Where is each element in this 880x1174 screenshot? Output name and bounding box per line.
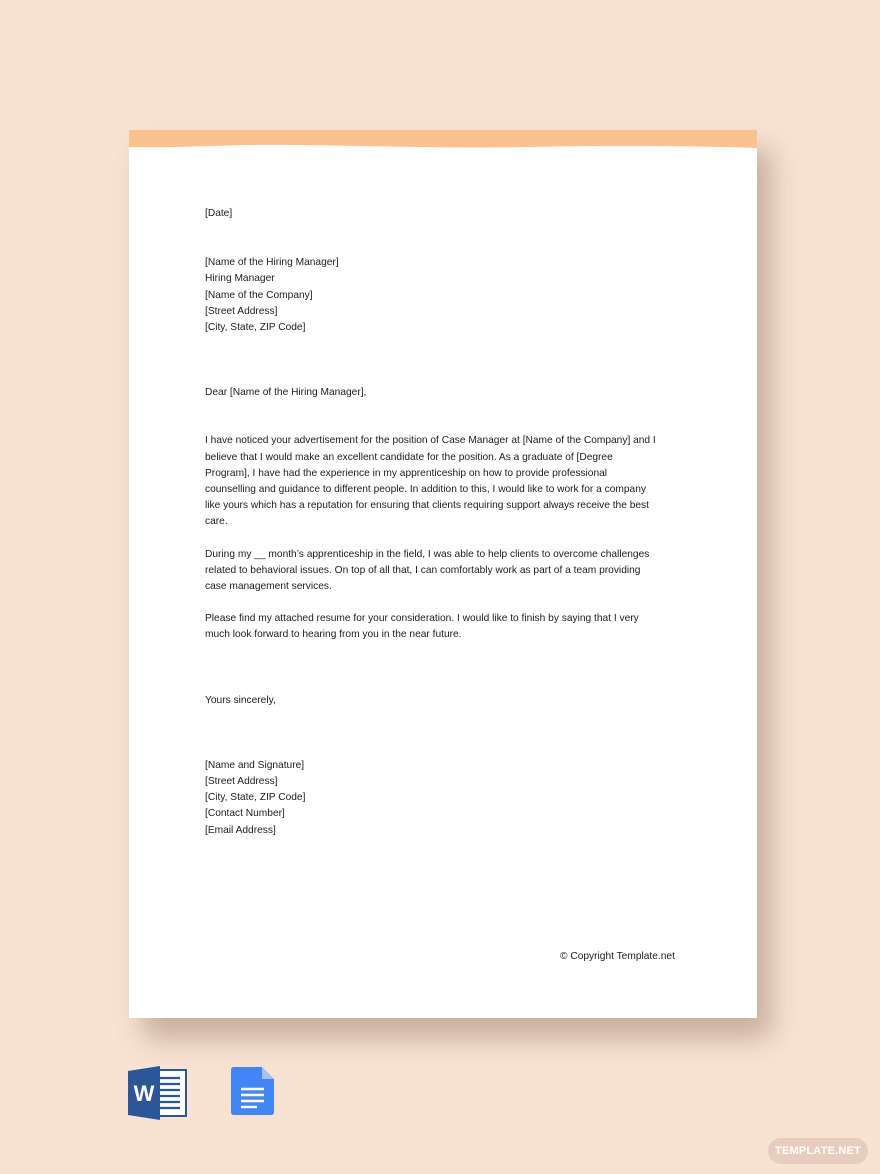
letter-body bbox=[205, 206, 695, 839]
sender-block bbox=[205, 758, 695, 839]
google-docs-icon[interactable] bbox=[231, 1067, 275, 1115]
sender-line: [City, State, ZIP Code] bbox=[205, 792, 306, 804]
paragraph-line: case management services. bbox=[205, 581, 332, 593]
top-band-shape bbox=[129, 130, 757, 148]
docs-fold bbox=[262, 1067, 274, 1079]
sender-line: [Name and Signature] bbox=[205, 759, 305, 771]
paragraph-line: During my __ month’s apprenticeship in the field, I was able to help clients to overcome challenges bbox=[205, 548, 650, 560]
recipient-line: [Street Address] bbox=[205, 305, 278, 317]
copyright-notice: © Copyright Template.net bbox=[560, 951, 675, 962]
paragraph-line: Program], I have had the experience in my apprenticeship on how to provide professional bbox=[205, 467, 608, 479]
paragraph-line: Please find my attached resume for your consideration. I would like to finish by saying that I very bbox=[205, 613, 639, 625]
paragraph-line: believe that I would make an excellent candidate for the position. As a graduate of [Degree bbox=[205, 451, 613, 463]
paragraph-line: like yours which has a reputation for ensuring that clients requiring support always receive the best bbox=[205, 500, 649, 512]
sender-line: [Street Address] bbox=[205, 776, 278, 788]
recipient-line: Hiring Manager bbox=[205, 273, 275, 285]
template-net-badge[interactable]: TEMPLATE.NET bbox=[768, 1138, 868, 1164]
page-top-band bbox=[129, 130, 757, 150]
paragraph-line: I have noticed your advertisement for the position of Case Manager at [Name of the Company] and I bbox=[205, 435, 656, 447]
paragraph-line: related to behavioral issues. On top of all that, I can comfortably work as part of a team providing bbox=[205, 564, 641, 576]
body-paragraph bbox=[205, 611, 695, 643]
sender-line: [Email Address] bbox=[205, 824, 276, 836]
paragraph-line: care. bbox=[205, 516, 228, 528]
word-letter: W bbox=[133, 1081, 155, 1106]
letter-date: [Date] bbox=[205, 208, 233, 219]
sender-line: [Contact Number] bbox=[205, 808, 285, 820]
recipient-block bbox=[205, 255, 695, 336]
recipient-line: [Name of the Company] bbox=[205, 289, 313, 301]
microsoft-word-icon[interactable] bbox=[128, 1066, 188, 1120]
body-paragraph bbox=[205, 547, 695, 596]
closing: Yours sincerely, bbox=[205, 694, 276, 706]
paragraph-line: counselling and guidance to different people. In addition to this, I would like to work for a company bbox=[205, 484, 646, 496]
body-paragraph bbox=[205, 433, 695, 530]
recipient-line: [Name of the Hiring Manager] bbox=[205, 257, 339, 269]
recipient-line: [City, State, ZIP Code] bbox=[205, 322, 306, 334]
letter-page bbox=[129, 130, 757, 1018]
paragraph-line: much look forward to hearing from you in the near future. bbox=[205, 629, 462, 641]
salutation: Dear [Name of the Hiring Manager], bbox=[205, 387, 367, 399]
